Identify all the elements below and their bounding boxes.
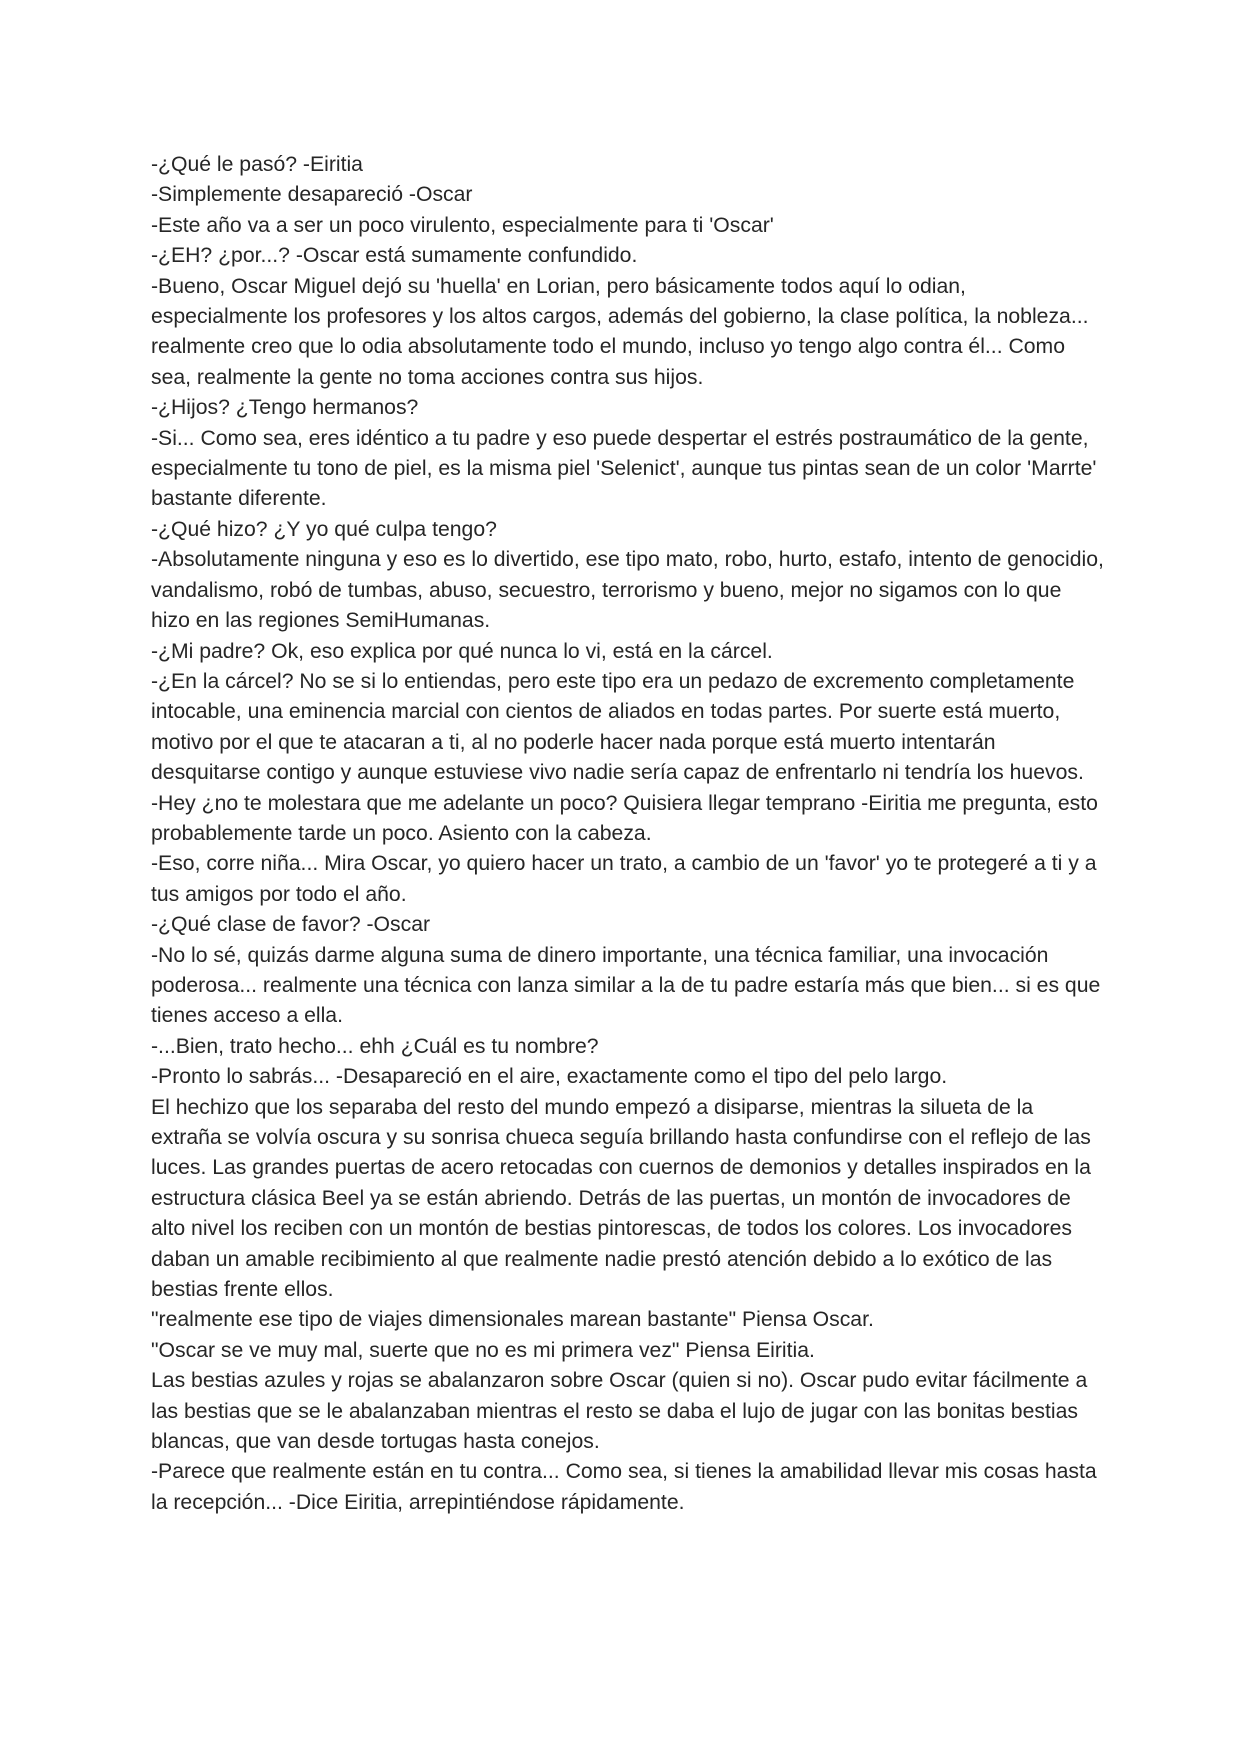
paragraph: -Eso, corre niña... Mira Oscar, yo quiero hacer un trato, a cambio de un 'favor' yo te protegeré a ti y a tus amigos por todo el año. (151, 852, 1097, 906)
paragraph: -¿Qué le pasó? -Eiritia (151, 153, 363, 176)
paragraph: "Oscar se ve muy mal, suerte que no es mi primera vez" Piensa Eiritia. (151, 1338, 815, 1362)
paragraph: -Hey ¿no te molestara que me adelante un poco? Quisiera llegar temprano -Eiritia me pregunta, esto probablemente tarde un poco. Asiento con la cabeza. (151, 791, 1098, 845)
paragraph: -¿EH? ¿por...? -Oscar está sumamente confundido. (151, 244, 638, 268)
paragraph: Las bestias azules y rojas se abalanzaron sobre Oscar (quien si no). Oscar pudo evitar fácilmente a las bestias que se le abalanzaban mientras el resto se daba el lujo de jugar con las bonitas bestias blancas, que van desde tortugas hasta conejos. (151, 1369, 1088, 1454)
paragraph: -¿Mi padre? Ok, eso explica por qué nunca lo vi, está en la cárcel. (151, 639, 773, 663)
paragraph: -Parece que realmente están en tu contra... Como sea, si tienes la amabilidad llevar mis cosas hasta la recepción... -Dice Eiritia, arrepintiéndose rápidamente. (151, 1460, 1097, 1514)
paragraph: -Pronto lo sabrás... -Desapareció en el aire, exactamente como el tipo del pelo largo. (151, 1065, 948, 1089)
paragraph: -¿Qué clase de favor? -Oscar (151, 913, 431, 937)
paragraph: "realmente ese tipo de viajes dimensionales marean bastante" Piensa Oscar. (151, 1308, 874, 1332)
paragraph: -No lo sé, quizás darme alguna suma de dinero importante, una técnica familiar, una invocación poderosa... realmente una técnica con lanza similar a la de tu padre estaría más que bien... si es que tienes acceso a ella. (151, 943, 1101, 1028)
paragraph: -¿Qué hizo? ¿Y yo qué culpa tengo? (151, 517, 497, 541)
paragraph: -Si... Como sea, eres idéntico a tu padre y eso puede despertar el estrés postraumático de la gente, especialmente tu tono de piel, es la misma piel 'Selenict', aunque tus pintas sean de un color 'Marrte' bastante diferente. (151, 426, 1097, 511)
paragraph: -Absolutamente ninguna y eso es lo divertido, ese tipo mato, robo, hurto, estafo, intento de genocidio, vandalismo, robó de tumbas, abuso, secuestro, terrorismo y bueno, mejor no sigamos con lo que hizo en las regiones SemiHumanas. (151, 548, 1104, 633)
paragraph: -...Bien, trato hecho... ehh ¿Cuál es tu nombre? (151, 1034, 599, 1058)
paragraph: -Bueno, Oscar Miguel dejó su 'huella' en Lorian, pero básicamente todos aquí lo odian, especialmente los profesores y los altos cargos, además del gobierno, la clase política, la nobleza... realmente creo que lo odia absolutamente todo el mundo, incluso yo tengo algo contra él... Como sea, realmente la gente no toma acciones contra sus hijos. (151, 274, 1089, 389)
paragraph: El hechizo que los separaba del resto del mundo empezó a disiparse, mientras la silueta de la extraña se volvía oscura y su sonrisa chueca seguía brillando hasta confundirse con el reflejo de las luces. Las grandes puertas de acero retocadas con cuernos de demonios y detalles inspirados en la estructura clásica Beel ya se están abriendo. Detrás de las puertas, un montón de invocadores de alto nivel los reciben con un montón de bestias pintorescas, de todos los colores. Los invocadores daban un amable recibimiento al que realmente nadie prestó atención debido a lo exótico de las bestias frente ellos. (151, 1095, 1091, 1302)
paragraph: -Simplemente desapareció -Oscar (151, 183, 473, 207)
paragraph: -Este año va a ser un poco virulento, especialmente para ti 'Oscar' (151, 213, 774, 237)
paragraph: -¿Hijos? ¿Tengo hermanos? (151, 396, 419, 420)
story-text (151, 150, 1106, 1518)
paragraph: -¿En la cárcel? No se si lo entiendas, pero este tipo era un pedazo de excremento completamente intocable, una eminencia marcial con cientos de aliados en todas partes. Por suerte está muerto, motivo por el que te atacaran a ti, al no poderle hacer nada porque está muerto intentarán desquitarse contigo y aunque estuviese vivo nadie sería capaz de enfrentarlo ni tendría los huevos. (151, 669, 1084, 785)
